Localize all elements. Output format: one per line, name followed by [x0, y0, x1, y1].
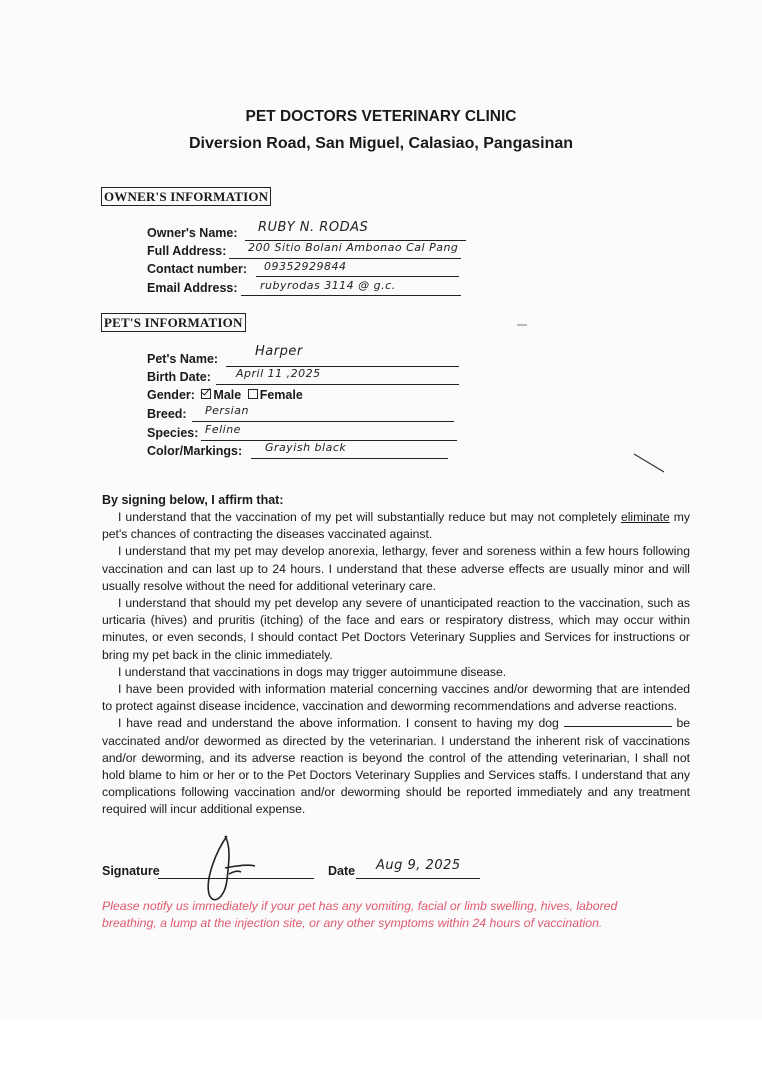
- breed-value: Persian: [205, 404, 249, 417]
- stray-dash: [515, 320, 529, 330]
- gender-female-checkbox[interactable]: [248, 389, 258, 399]
- signature-label: Signature: [102, 864, 160, 878]
- p1-text-end: my pet's chances of contracting the diseases vaccinated against.: [102, 510, 691, 542]
- full-address-line: [229, 258, 461, 259]
- gender-label: Gender:: [147, 388, 195, 402]
- full-address-label: Full Address:: [147, 244, 227, 258]
- pet-name-value: Harper: [255, 344, 303, 359]
- owner-name-label: Owner's Name:: [147, 226, 238, 240]
- gender-male-checkbox[interactable]: [201, 389, 211, 399]
- affirmation-paragraph-3: I understand that should my pet develop any severe of unanticipated reaction to the vaccination, such as urticaria (hives) and pruritis (itching) of the face and ears or respiratory distress, which may occur within minutes, or even seconds, I should contact Pet Doctors Veterinary Supplies and Services for instructions or bring my pet back in the clinic immediately.: [102, 596, 690, 662]
- color-markings-line: [251, 458, 448, 459]
- birth-date-value: April 11 ,2025: [236, 367, 321, 380]
- affirmation-paragraph-5: I have been provided with information material concerning vaccines and/or deworming that are intended to protect against disease incidence, vaccination and deworming recommendations and adverse reactions.: [102, 682, 690, 714]
- affirmation-body: [102, 509, 690, 819]
- affirmation-paragraph-4: I understand that vaccinations in dogs may trigger autoimmune disease.: [118, 664, 507, 679]
- email-address-value: rubyrodas 3114 @ g.c.: [260, 279, 396, 292]
- notice-text: Please notify us immediately if your pet has any vomiting, facial or limb swelling, hives, labored breathing, a lump at the injection site, or any other symptoms within 24 hours of vaccination.: [102, 899, 618, 930]
- signature-mark: [195, 828, 275, 908]
- dog-name-blank[interactable]: [564, 716, 672, 727]
- stray-mark: [630, 450, 670, 480]
- p6-text-end: be vaccinated and/or dewormed as directed by the veterinarian. I understand the inherent risk of vaccinations and/or deworming, and its adverse reaction is beyond the control of the attending veterinarian, I shall not hold blame to him or her or to the Pet Doctors Veterinary Supplies and Services staffs. I understand that any complications following vaccination and/or deworming should be reported immediately and any treatment required will incur additional expense.: [102, 716, 690, 817]
- owner-section-heading: OWNER'S INFORMATION: [101, 187, 271, 206]
- affirmation-paragraph-1: [102, 509, 690, 543]
- color-markings-label: Color/Markings:: [147, 444, 243, 458]
- clinic-name: PET DOCTORS VETERINARY CLINIC: [245, 108, 517, 125]
- breed-label: Breed:: [147, 407, 187, 421]
- affirmation-heading: By signing below, I affirm that:: [102, 493, 284, 507]
- contact-number-value: 09352929844: [264, 260, 347, 273]
- species-value: Feline: [205, 423, 241, 436]
- color-markings-value: Grayish black: [265, 441, 347, 454]
- full-address-value: 200 Sitio Bolani Ambonao Cal Pang: [248, 241, 459, 254]
- breed-line: [192, 421, 454, 422]
- contact-number-line: [256, 276, 459, 277]
- p1-text-start: I understand that the vaccination of my pet will substantially reduce but may not completely: [118, 510, 617, 524]
- p1-underlined-word: eliminate: [620, 510, 670, 524]
- affirmation-paragraph-6: [102, 715, 690, 818]
- date-value: Aug 9, 2025: [376, 858, 461, 873]
- date-line[interactable]: [356, 878, 480, 879]
- email-address-line: [241, 295, 461, 296]
- species-label: Species:: [147, 426, 199, 440]
- bottom-margin: [0, 1020, 762, 1080]
- clinic-address: Diversion Road, San Miguel, Calasiao, Pangasinan: [188, 135, 574, 152]
- birth-date-label: Birth Date:: [147, 370, 211, 384]
- date-label: Date: [328, 864, 356, 878]
- owner-name-value: RUBY N. RODAS: [258, 220, 369, 235]
- pet-name-label: Pet's Name:: [147, 352, 219, 366]
- gender-row: [147, 388, 303, 402]
- contact-number-label: Contact number:: [147, 262, 247, 276]
- gender-female-label: Female: [259, 388, 303, 402]
- affirmation-paragraph-2: I understand that my pet may develop anorexia, lethargy, fever and soreness within a few hours following vaccination and can last up to 24 hours. I understand that these adverse effects are usually minor and will usually resolve without the need for additional veterinary care.: [102, 544, 690, 593]
- pet-section-heading: PET'S INFORMATION: [101, 313, 246, 332]
- birth-date-line: [216, 384, 459, 385]
- email-address-label: Email Address:: [147, 281, 238, 295]
- gender-male-label: Male: [213, 388, 242, 402]
- p6-text-start: I have read and understand the above information. I consent to having my dog: [118, 716, 559, 731]
